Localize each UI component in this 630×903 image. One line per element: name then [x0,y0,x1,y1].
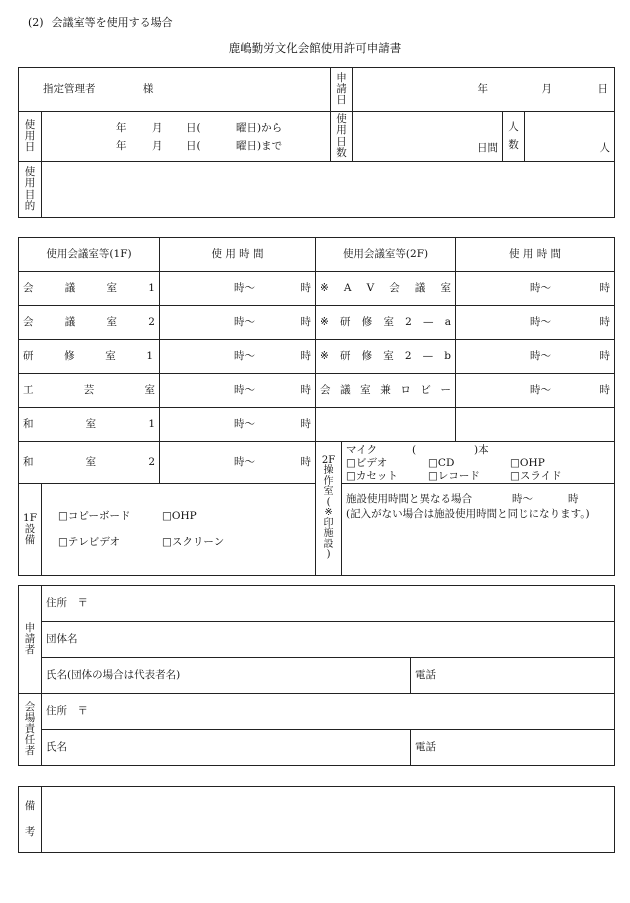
room-2f-av[interactable]: ※ A V 会 議 室 [316,272,456,306]
time-1f-meeting-2[interactable]: 時～ 時 [160,306,316,340]
room-2f-meeting-lobby[interactable]: 会 議 室 兼 ロ ビ ー [316,374,456,408]
use-date-from: 年 月 日( 曜日)から [116,121,283,134]
time-1f-training-1[interactable]: 時～ 時 [160,340,316,374]
checkbox-slide[interactable]: □スライド [510,470,562,483]
checkbox-ohp-1f[interactable]: □OHP [162,509,197,522]
time-2f-training-2a[interactable]: 時～ 時 [456,306,615,340]
remarks-table [18,786,615,853]
form-title: 鹿嶋勤労文化会館使用許可申請書 [228,41,402,55]
room-1f-meeting-1[interactable]: 会 議 室 1 [19,272,160,306]
applicant-name-field[interactable] [42,658,411,694]
people-unit: 人 [599,142,611,155]
use-days-field[interactable] [353,112,503,162]
venue-address-label: 住所 〒 [46,705,88,718]
time-1f-meeting-1[interactable]: 時～ 時 [160,272,316,306]
apply-year: 年 [477,83,489,96]
applicant-phone-field[interactable] [411,658,615,694]
room-2f-training-2a[interactable]: ※ 研 修 室 2 — a [316,306,456,340]
remarks-label: 備 考 [19,787,42,853]
section-number: (2) [28,16,44,29]
venue-phone-field[interactable] [411,730,615,766]
room-1f-craft[interactable]: 工 芸 室 [19,374,160,408]
section-label: 会議室等を使用する場合 [51,16,173,29]
header-time-1f: 使 用 時 間 [160,238,316,272]
purpose-label: 使 用 目 的 [19,162,42,218]
applicant-label: 申 請 者 [19,586,42,694]
apply-date-label: 申 請 日 [331,68,353,112]
room-1f-training-1[interactable]: 研 修 室 1 [19,340,160,374]
purpose-field[interactable] [42,162,615,218]
venue-name-label: 氏名 [46,741,67,754]
applicant-table [18,585,615,766]
checkbox-cd[interactable]: □CD [428,456,455,469]
sama-label: 様 [142,83,154,96]
applicant-address-field[interactable] [42,586,615,622]
room-1f-japanese-2[interactable]: 和 室 2 [19,442,160,484]
apply-month: 月 [541,83,553,96]
checkbox-ohp-2f[interactable]: □OHP [510,456,545,469]
venue-manager-label: 会 場 責 任 者 [19,694,42,766]
basic-info-table [18,67,615,218]
checkbox-cassette[interactable]: □カセット [346,470,398,483]
equip-2f-items[interactable] [342,442,615,484]
equip-2f-label: 2F 操 作 室 ( ※ 印 施 設 ) [316,442,342,576]
checkbox-video[interactable]: □ビデオ [346,456,388,469]
equip-2f-note-paren: (記入がない場合は施設使用時間と同じになります。) [346,508,590,520]
room-2f-training-2b[interactable]: ※ 研 修 室 2 — b [316,340,456,374]
header-time-2f: 使 用 時 間 [456,238,615,272]
rooms-table [18,237,615,576]
applicant-address-label: 住所 〒 [46,597,88,610]
manager-label: 指定管理者 [43,83,96,96]
header-rooms-1f: 使用会議室等(1F) [19,238,160,272]
applicant-phone-label: 電話 [415,669,436,682]
time-2f-meeting-lobby[interactable]: 時～ 時 [456,374,615,408]
use-days-label: 使 用 日 数 [331,112,353,162]
venue-address-field[interactable] [42,694,615,730]
equip-2f-checklist [346,457,610,483]
time-2f-empty [456,408,615,442]
checkbox-copyboard[interactable]: □コピーボード [58,509,131,522]
applicant-group-label: 団体名 [46,633,78,646]
room-1f-meeting-2[interactable]: 会 議 室 2 [19,306,160,340]
venue-phone-label: 電話 [415,741,436,754]
use-date-label: 使 用 日 [19,112,42,162]
time-1f-japanese-2[interactable]: 時～ 時 [160,442,316,484]
checkbox-tv-video[interactable]: □テレビデオ [58,536,121,549]
equip-1f-items[interactable] [42,483,316,575]
apply-date-field[interactable] [353,68,615,112]
header-rooms-2f: 使用会議室等(2F) [316,238,456,272]
checkbox-screen[interactable]: □スクリーン [162,536,225,549]
remarks-field[interactable] [42,787,615,853]
mic-row: マイク ( )本 [346,444,489,456]
days-unit: 日間 [477,142,498,155]
venue-name-field[interactable] [42,730,411,766]
applicant-name-label: 氏名(団体の場合は代表者名) [46,669,181,682]
manager-cell [19,68,331,112]
people-field[interactable] [525,112,615,162]
section-heading [28,16,173,29]
time-1f-japanese-1[interactable]: 時～ 時 [160,408,316,442]
applicant-group-field[interactable] [42,622,615,658]
time-2f-av[interactable]: 時～ 時 [456,272,615,306]
people-label: 人 数 [503,112,525,162]
time-1f-craft[interactable]: 時～ 時 [160,374,316,408]
time-2f-training-2b[interactable]: 時～ 時 [456,340,615,374]
equip-1f-label: 1F 設 備 [19,483,42,575]
room-2f-empty [316,408,456,442]
equip-2f-time-note[interactable]: 施設使用時間と異なる場合 時～ 時 (記入がない場合は施設使用時間と同じになります。) [342,483,615,575]
apply-day: 日 [597,83,609,96]
room-1f-japanese-1[interactable]: 和 室 1 [19,408,160,442]
use-date-field[interactable] [42,112,331,162]
use-date-to: 年 月 日( 曜日)まで [116,139,283,152]
checkbox-record[interactable]: □レコード [428,470,480,483]
